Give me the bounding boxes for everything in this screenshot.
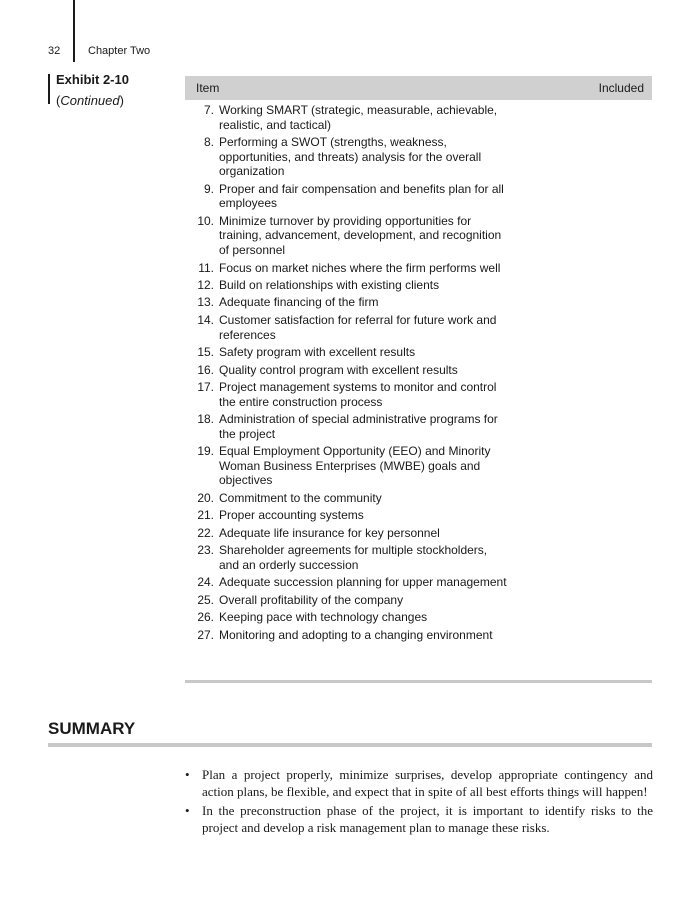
table-header [185,76,652,100]
bullet-icon: • [185,803,190,818]
table-row: 13. Adequate financing of the firm [197,295,379,310]
table-row: 26. Keeping pace with technology changes [197,610,428,625]
table-row: 24. Adequate succession planning for upper management [197,575,507,590]
exhibit-marker-bar [48,74,50,104]
table-row: 12. Build on relationships with existing clients [197,277,440,292]
table-row: 11. Focus on market niches where the firm performs well [198,260,501,275]
table-row: 20. Commitment to the community [197,490,382,505]
exhibit-title: Exhibit 2-10 [56,72,129,87]
page-number: 32 [48,45,61,57]
table-row: 17. Project management systems to monitor and control the entire construction process [197,380,497,409]
table-row: 9. Proper and fair compensation and benefits plan for all employees [203,181,504,211]
table-row: 14. Customer satisfaction for referral for future work and references [197,312,497,342]
exhibit-subtitle-text: Continued [60,93,120,108]
table-row: 8. Performing a SWOT (strengths, weakness, opportunities, and threats) analysis for the overall organization [203,135,482,179]
table-row: 22. Adequate life insurance for key personnel [197,525,440,540]
summary-bullets [185,766,653,838]
table-row: 25. Overall profitability of the company [197,592,404,607]
column-header-included: Included [598,81,644,95]
table-row: 23. Shareholder agreements for multiple stockholders, and an orderly succession [197,543,488,572]
summary-heading: SUMMARY [48,719,136,738]
table-bottom-rule [185,680,652,683]
exhibit-items-list [185,103,652,645]
summary-rule [48,743,652,747]
list-item: • In the preconstruction phase of the project, it is important to identify risks to the project and develop a risk management plan to manage these risks. [185,803,653,835]
column-header-item: Item [196,81,220,95]
table-row: 27. Monitoring and adopting to a changing environment [197,627,493,642]
table-row: 10. Minimize turnover by providing opportunities for training, advancement, development, and recognition of personnel [197,213,502,258]
table-row: 19. Equal Employment Opportunity (EEO) and Minority Woman Business Enterprises (MWBE) goals and objectives [197,444,491,488]
table-row: 18. Administration of special administrative programs for the project [197,412,498,441]
bullet-icon: • [185,767,190,782]
list-item: • Plan a project properly, minimize surprises, develop appropriate contingency and action plans, be flexible, and expect that in spite of all best efforts things will happen! [185,767,653,799]
table-row: 16. Quality control program with excellent results [197,362,458,377]
header-divider [73,0,75,62]
table-row: 21. Proper accounting systems [197,508,364,523]
exhibit-subtitle: (Continued) [56,93,124,108]
table-row: 7. Working SMART (strategic, measurable, achievable, realistic, and tactical) [203,103,498,132]
table-row: 15. Safety program with excellent results [197,345,416,360]
running-head: Chapter Two [88,45,151,57]
